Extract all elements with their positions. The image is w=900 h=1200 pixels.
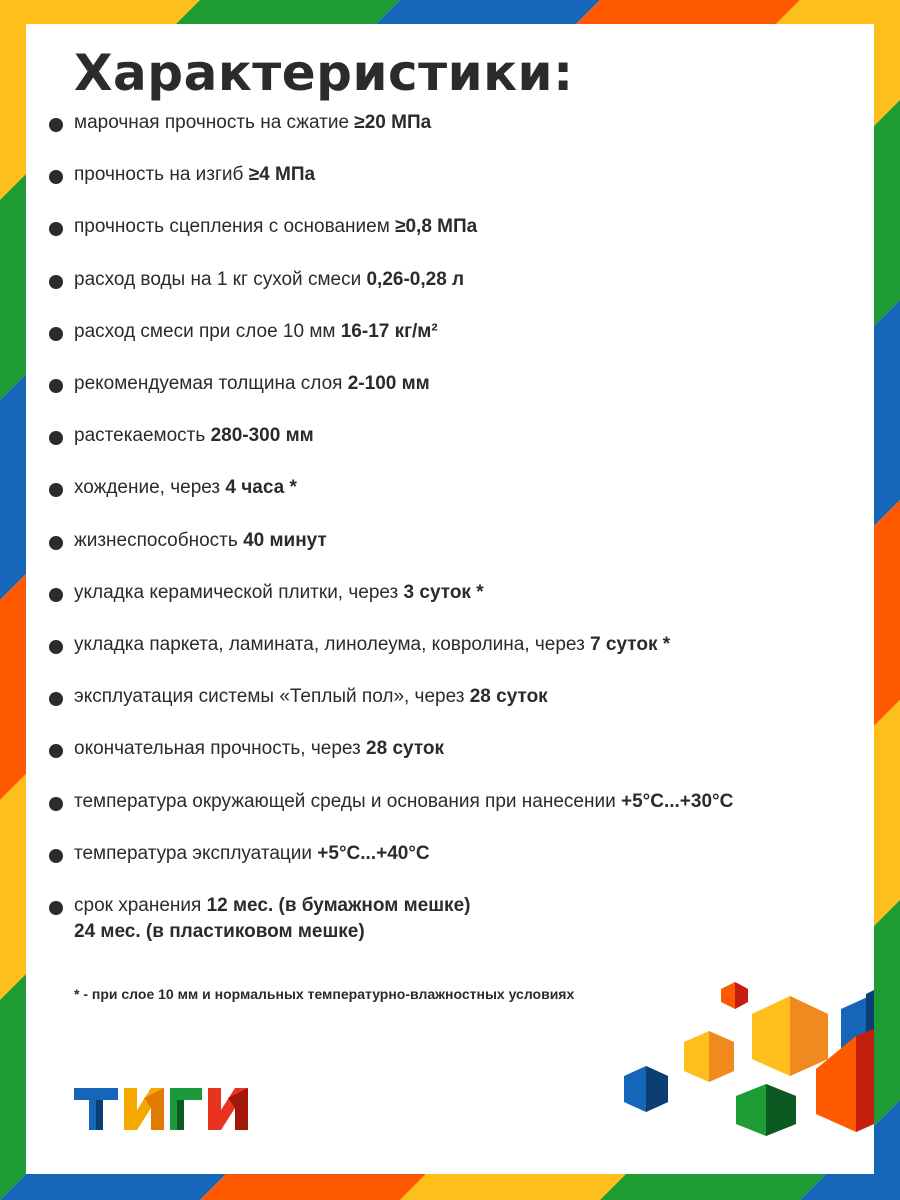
spec-label: прочность сцепления с основанием [74,216,396,238]
spec-text [74,110,431,136]
logo-letter-i2 [208,1088,248,1130]
bullet-icon [49,275,63,289]
spec-value: 3 суток * [403,581,484,603]
spec-value: ≥20 МПа [354,112,432,133]
spec-text [74,580,484,606]
spec-value: +5°C...+30°C [620,790,734,812]
cube-orange-big [816,1029,874,1132]
spec-value: 2-100 мм [347,373,430,394]
spec-label: температура окружающей среды и основания при нанесении [74,790,621,812]
spec-label: растекаемость [74,425,211,447]
cube-yellow-large [752,996,828,1076]
spec-value: 12 мес. (в бумажном мешке) [206,895,471,916]
bullet-icon [49,431,63,445]
bullet-icon [49,327,63,341]
spec-value: 4 часа * [225,477,297,499]
spec-value: +5°C...+40°C [317,842,430,864]
spec-value: 40 минут [243,529,327,551]
cube-blue-large [841,990,874,1064]
bullet-icon [49,901,63,915]
spec-text [74,214,477,240]
spec-label: расход смеси при слое 10 мм [74,320,341,342]
bullet-icon [49,379,63,393]
spec-label: укладка паркета, ламината, линолеума, ковролина, через [74,634,591,655]
logo-letter-t [74,1088,118,1130]
bullet-icon [49,640,63,654]
spec-value: 0,26-0,28 л [366,268,465,290]
spec-label: марочная прочность на сжатие [74,112,355,133]
spec-text [74,528,327,554]
logo-letter-i1 [124,1088,164,1130]
spec-text [74,423,314,449]
bullet-icon [49,170,63,184]
footnote: * - при слое 10 мм и нормальных температурно-влажностных условиях [74,986,575,1002]
spec-label: температура эксплуатации [74,842,318,864]
characteristics-card [26,24,874,1174]
spec-value: ≥0,8 МПа [395,216,478,238]
bullet-icon [49,588,63,602]
spec-value: 16-17 кг/м² [340,320,438,342]
spec-label: укладка керамической плитки, через [74,581,404,603]
bullet-icon [49,744,63,758]
bullet-icon [49,797,63,811]
spec-label: жизнеспособность [74,529,244,551]
bullet-icon [49,483,63,497]
spec-label: рекомендуемая толщина слоя [74,373,348,394]
spec-text [74,267,464,293]
spec-value: 28 суток [469,686,548,708]
bullet-icon [49,536,63,550]
spec-text [74,893,470,945]
tigi-logo [74,1088,264,1136]
cube-green [736,1084,796,1136]
cube-red-small [721,982,748,1009]
bullet-icon [49,849,63,863]
spec-text [74,475,297,501]
spec-label: прочность на изгиб [74,164,249,186]
cube-blue-small [624,1066,668,1112]
spec-text [74,162,315,188]
spec-value-secondary: 24 мес. (в пластиковом мешке) [74,921,365,942]
spec-label: срок хранения [74,895,207,916]
spec-text [74,736,444,762]
spec-text [74,841,430,867]
spec-label: хождение, через [74,477,226,499]
spec-label: расход воды на 1 кг сухой смеси [74,268,367,290]
spec-text [74,684,548,710]
spec-value: 280-300 мм [210,425,314,447]
bullet-icon [49,692,63,706]
spec-label: эксплуатация системы «Теплый пол», через [74,686,470,708]
spec-text [74,632,670,658]
spec-label: окончательная прочность, через [74,738,367,760]
bullet-icon [49,118,63,132]
spec-text [74,319,438,345]
spec-text [74,371,430,397]
page-title: Характеристики: [74,44,574,102]
spec-value: ≥4 МПа [248,164,316,186]
spec-value: 7 суток * [590,634,671,655]
spec-text [74,789,733,815]
bullet-icon [49,222,63,236]
cube-yellow-small [684,1031,734,1082]
logo-letter-g [170,1088,202,1130]
spec-value: 28 суток [366,738,444,760]
